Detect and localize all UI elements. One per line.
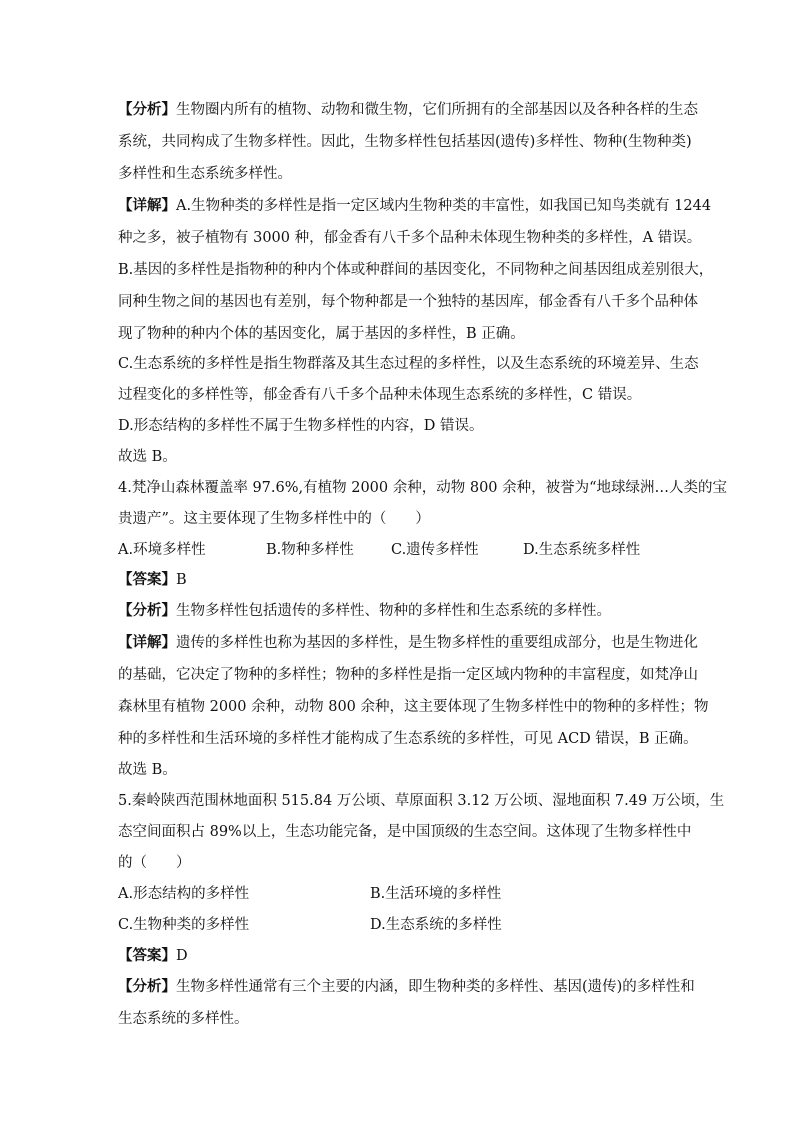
q5-option-b: B.生活环境的多样性 [370,886,502,902]
q4-option-c: C.遗传多样性 [391,542,479,558]
question-4-stem: 贵遗产”。这主要体现了生物多样性中的（ ） [118,511,430,527]
detail-paragraph-line: 过程变化的多样性等，郁金香有八千多个品种未体现生态系统的多样性，C 错误。 [118,387,642,403]
q5-option-c: C.生物种类的多样性 [118,917,250,933]
q5-analysis-line: 【分析】生物多样性通常有三个主要的内涵，即生物种类的多样性、基因(遗传)的多样性和 [118,979,695,995]
question-5-stem: 态空间面积占 89%以上，生态功能完备，是中国顶级的生态空间。这体现了生物多样性中 [118,824,692,840]
q4-detail-line: 【详解】遗传的多样性也称为基因的多样性，是生物多样性的重要组成部分，也是生物进化 [118,635,698,651]
conclusion-line: 故选 B。 [118,449,177,465]
question-4-stem: 4.梵净山森林覆盖率 97.6%,有植物 2000 余种，动物 800 余种，被誉为“地球绿洲…人类的宝 [118,480,728,496]
detail-tag: 【详解】 [118,198,176,214]
q5-option-d: D.生态系统的多样性 [370,917,502,933]
q4-detail-line: 的基础，它决定了物种的多样性；物种的多样性是指一定区域内物种的丰富程度，如梵净山 [118,667,698,683]
detail-paragraph-line: 【详解】A.生物种类的多样性是指一定区域内生物种类的丰富性，如我国已知鸟类就有 1244 [118,198,712,214]
detail-paragraph-line: 种之多，被子植物有 3000 种，郁金香有八千多个品种未体现生物种类的多样性，A 错误。 [118,230,702,246]
q4-detail-line: 种的多样性和生活环境的多样性才能构成了生态系统的多样性，可见 ACD 错误，B 正确。 [118,731,698,747]
analysis-tag: 【分析】 [118,979,176,995]
q4-analysis: 【分析】生物多样性包括遗传的多样性、物种的多样性和生态系统的多样性。 [118,603,611,619]
q4-option-d: D.生态系统多样性 [523,542,641,558]
detail-tag: 【详解】 [118,635,176,651]
analysis-tag: 【分析】 [118,603,176,619]
analysis-paragraph-line: 多样性和生态系统多样性。 [118,166,292,182]
detail-paragraph-line: B.基因的多样性是指物种的种内个体或种群间的基因变化，不同物种之间基因组成差别很大， [118,262,714,278]
answer-tag: 【答案】 [118,572,176,588]
analysis-tag: 【分析】 [118,102,176,118]
analysis-paragraph-line: 系统，共同构成了生物多样性。因此，生物多样性包括基因(遗传)多样性、物种(生物种类) [118,134,692,150]
detail-paragraph-line: 同种生物之间的基因也有差别，每个物种都是一个独特的基因库，郁金香有八千多个品种体 [118,294,698,310]
detail-paragraph-line: C.生态系统的多样性是指生物群落及其生态过程的多样性，以及生态系统的环境差异、生态 [118,356,699,372]
q4-detail-line: 森林里有植物 2000 余种，动物 800 余种，这主要体现了生物多样性中的物种的多样性；物 [118,699,709,715]
q5-option-a: A.形态结构的多样性 [118,886,250,902]
q4-option-a: A.环境多样性 [118,542,206,558]
analysis-paragraph-line: 【分析】生物圈内所有的植物、动物和微生物，它们所拥有的全部基因以及各种各样的生态 [118,102,698,118]
question-5-stem: 的（ ） [118,855,191,871]
q4-option-b: B.物种多样性 [266,542,354,558]
q5-answer: 【答案】D [118,948,188,964]
q4-answer: 【答案】B [118,572,187,588]
question-5-stem: 5.秦岭陕西范围林地面积 515.84 万公顷、草原面积 3.12 万公顷、湿地面积 7.49 万公顷，生 [118,793,725,809]
conclusion-line: 故选 B。 [118,762,177,778]
detail-paragraph-line: 现了物种的种内个体的基因变化，属于基因的多样性，B 正确。 [118,326,525,342]
detail-paragraph-line: D.形态结构的多样性不属于生物多样性的内容，D 错误。 [118,418,484,434]
q5-analysis-line: 生态系统的多样性。 [118,1011,249,1027]
answer-tag: 【答案】 [118,948,176,964]
